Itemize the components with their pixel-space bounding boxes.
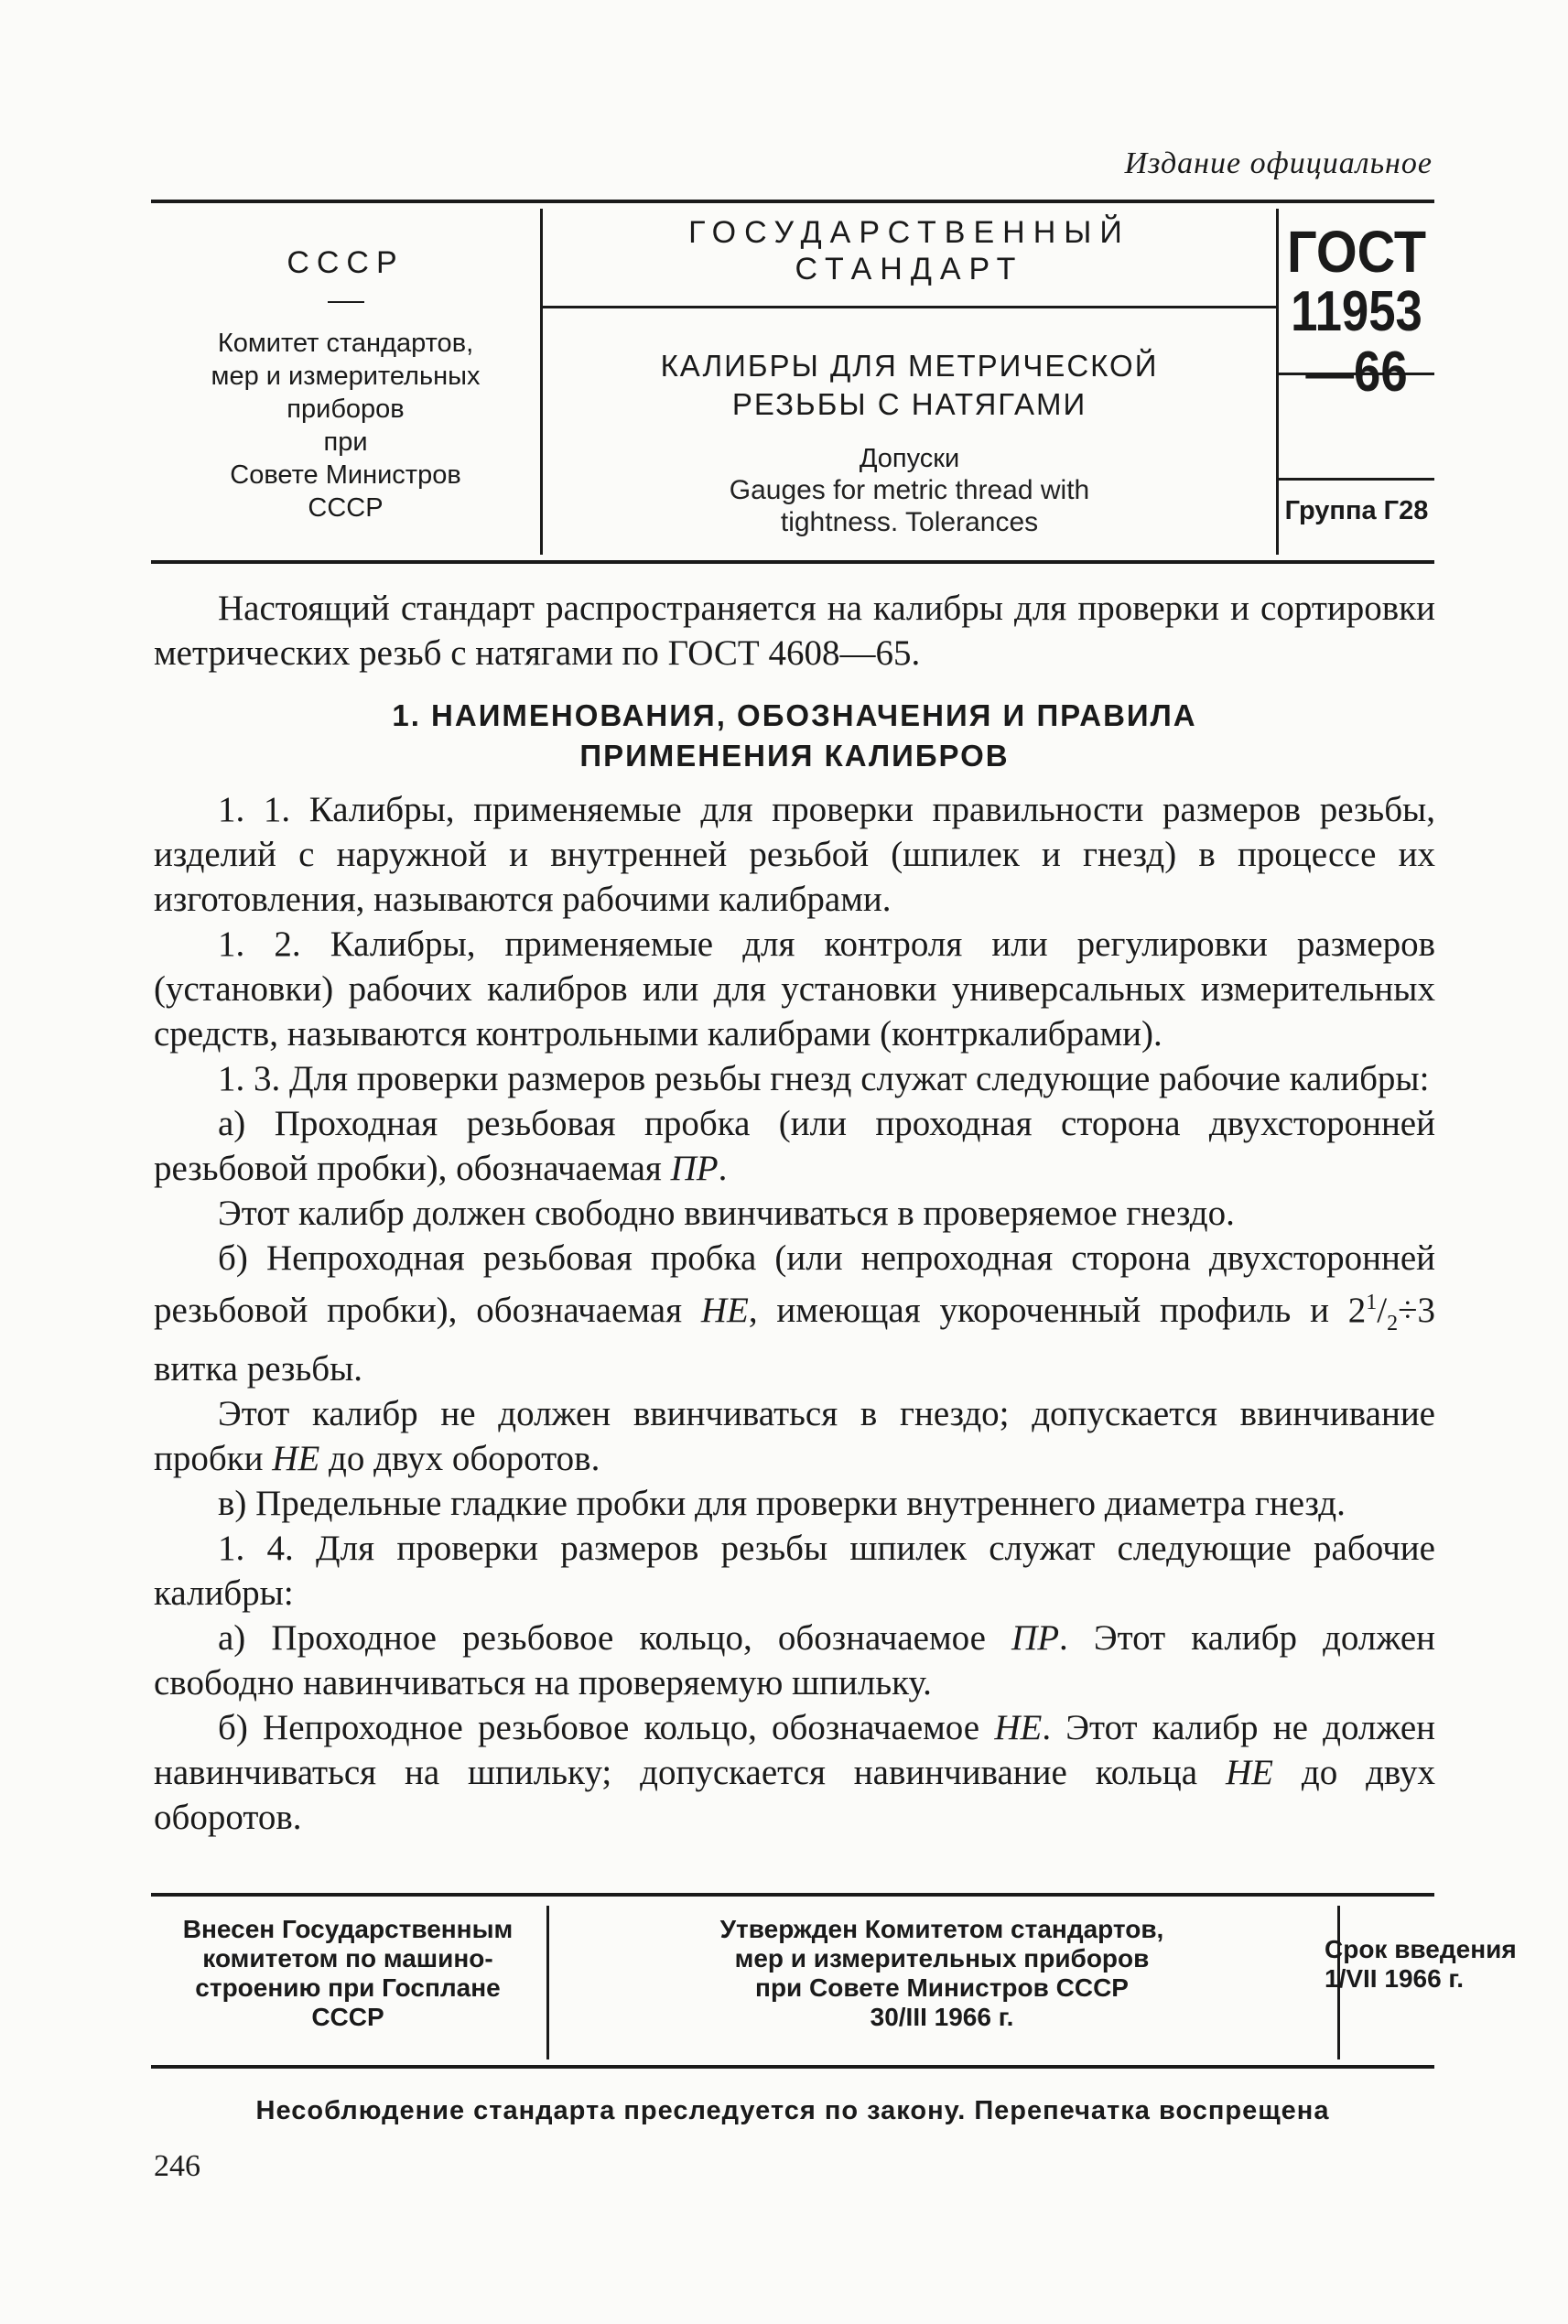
group-label: Группа Г28 (1284, 496, 1429, 525)
document-title: КАЛИБРЫ ДЛЯ МЕТРИЧЕСКОЙ РЕЗЬБЫ С НАТЯГАМИ (660, 349, 1159, 421)
gost-number: 11953—66 (1291, 280, 1422, 404)
gauge-code: ПР (1011, 1617, 1060, 1658)
paragraph-1-3-a: а) Проходная резьбовая пробка (или проходная сторона двухсторонней резьбовой пробки), обозначаемая ПР. (154, 1104, 1435, 1188)
intro-paragraph: Настоящий стандарт распространяется на калибры для проверки и сортировки метрических резьб с натягами по ГОСТ 4608—65. (154, 589, 1435, 673)
effective-date: Срок введения 1/VII 1966 г. (1325, 1935, 1517, 1993)
title-column (543, 203, 1276, 560)
divider (1279, 478, 1434, 481)
document-subtitle: Допуски (859, 444, 960, 473)
legal-notice: Несоблюдение стандарта преследуется по закону. Перепечатка воспрещена (255, 2096, 1330, 2125)
edition-label: Издание официальное (1124, 146, 1433, 180)
gauge-code: НЕ (994, 1707, 1043, 1747)
state-standard-label: ГОСУДАРСТВЕННЫЙ СТАНДАРТ (543, 203, 1276, 308)
gauge-code: НЕ (700, 1291, 749, 1330)
paragraph-1-3-c: в) Предельные гладкие пробки для проверки внутреннего диаметра гнезд. (218, 1483, 1346, 1523)
english-title: Gauges for metric thread with tightness. Tolerances (729, 475, 1090, 537)
paragraph-1-4: 1. 4. Для проверки размеров резьбы шпилек служат следующие рабочие калибры: (154, 1528, 1435, 1613)
body-text (154, 586, 1435, 1840)
section-title: 1. НАИМЕНОВАНИЯ, ОБОЗНАЧЕНИЯ И ПРАВИЛА ПРИМЕНЕНИЯ КАЛИБРОВ (392, 698, 1197, 773)
paragraph-1-3-a-note: Этот калибр должен свободно ввинчиваться в проверяемое гнездо. (218, 1194, 1235, 1233)
header-table (151, 200, 1434, 564)
gauge-code: ПР (670, 1149, 719, 1188)
committee-name: Комитет стандартов, мер и измерительных приборов при Совете Министров СССР (211, 329, 481, 523)
gauge-code: НЕ (272, 1438, 320, 1478)
paragraph-1-4-a: а) Проходное резьбовое кольцо, обозначаемое ПР. Этот калибр должен свободно навинчиваться на проверяемую шпильку. (154, 1617, 1435, 1702)
country-label: СССР (287, 245, 405, 280)
paragraph-1-3: 1. 3. Для проверки размеров резьбы гнезд служат следующие рабочие калибры: (218, 1059, 1430, 1098)
gauge-code: НЕ (1225, 1752, 1273, 1792)
divider (328, 301, 364, 303)
paragraph-1-1: 1. 1. Калибры, применяемые для проверки правильности размеров резьбы, изделий с наружной и внутренней резьбой (шпилек и гнезд) в процессе их изготовления, называются рабочими калибрами. (154, 790, 1435, 919)
gost-designation (1279, 203, 1434, 404)
paragraph-1-3-b-note: Этот калибр не должен ввинчиваться в гнездо; допускается ввинчивание пробки НЕ до двух оборотов. (154, 1393, 1435, 1478)
introduced-by: Внесен Государственным комитетом по машино- строению при Госплане СССР (182, 1915, 514, 2031)
approved-by: Утвержден Комитетом стандартов, мер и измерительных приборов при Совете Министров СССР 30/III 1966 г. (719, 1915, 1164, 2031)
paragraph-1-4-b: б) Непроходное резьбовое кольцо, обозначаемое НЕ. Этот калибр не должен навинчиваться на шпильку; допускается навинчивание кольца НЕ до двух оборотов. (154, 1707, 1436, 1837)
gost-label: ГОСТ (1286, 219, 1427, 285)
issuer-column (151, 203, 540, 560)
paragraph-1-2: 1. 2. Калибры, применяемые для контроля или регулировки размеров (установки) рабочих калибров или для установки универсальных измерительных средств, называются контрольными калибрами (контркалибрами). (154, 924, 1435, 1054)
paragraph-1-3-b: б) Непроходная резьбовая пробка (или непроходная сторона двухсторонней резьбовой пробки), обозначаемая НЕ, имеющая укороченный профиль и $2^1/_2\div 3$ витка резьбы. (154, 1238, 1436, 1389)
page-number: 246 (154, 2149, 200, 2183)
footer-table (151, 1893, 1517, 2069)
standard-number-column (1279, 203, 1434, 560)
